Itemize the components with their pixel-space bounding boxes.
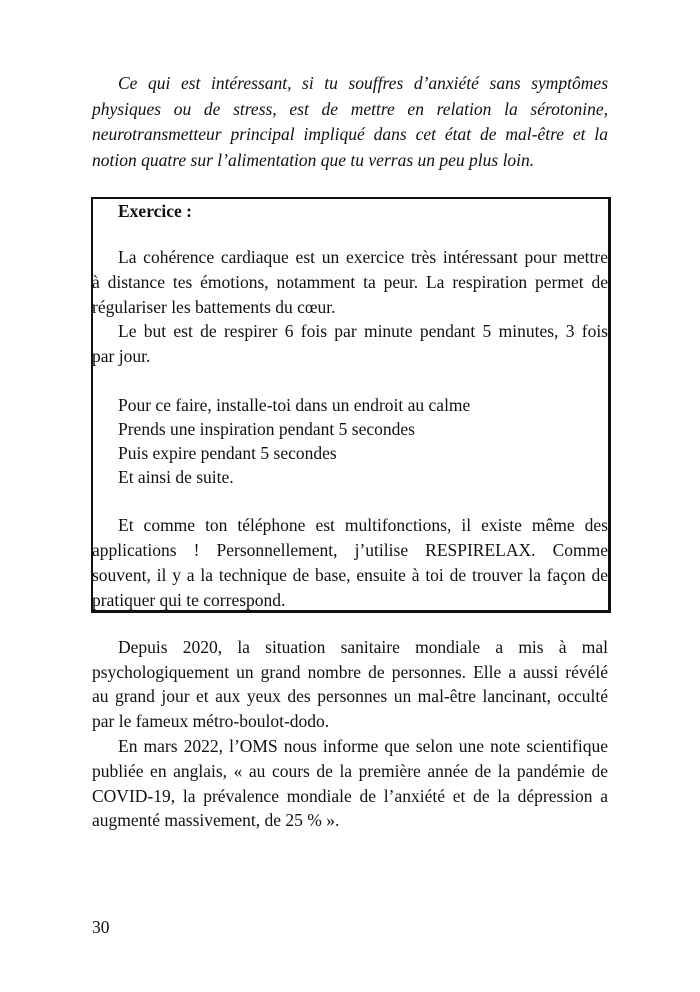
text-line: Et comme ton téléphone est multifonctions, il existe même des <box>118 515 608 535</box>
text-line: Le but est de respirer 6 fois par minute pendant 5 minutes, 3 fois <box>118 321 608 341</box>
step-line: Prends une inspiration pendant 5 secondes <box>118 419 415 439</box>
text-line: publiée en anglais, « au cours de la première année de la pandémie de <box>92 760 608 781</box>
text-line: COVID-19, la prévalence mondiale de l’anxiété et de la dépression a <box>92 785 608 806</box>
text-line: Depuis 2020, la situation sanitaire mondiale a mis à mal <box>118 637 608 657</box>
text-line: La cohérence cardiaque est un exercice très intéressant pour mettre <box>118 247 608 267</box>
text-line: pratiquer qui te correspond. <box>92 590 286 610</box>
text-line: Ce qui est intéressant, si tu souffres d’anxiété sans symptômes <box>118 73 608 93</box>
text-line: En mars 2022, l’OMS nous informe que selon une note scientifique <box>118 736 608 756</box>
exercise-title: Exercice : <box>118 201 193 221</box>
text-line: physiques ou de stress, est de mettre en relation la sérotonine, <box>92 98 608 119</box>
text-line: psychologiquement un grand nombre de personnes. Elle a aussi révélé <box>92 661 608 682</box>
text-line: par le fameux métro-boulot-dodo. <box>92 710 330 731</box>
page-number: 30 <box>92 917 110 937</box>
text-line: notion quatre sur l’alimentation que tu verras un peu plus loin. <box>92 149 535 170</box>
text-line: neurotransmetteur principal impliqué dans cet état de mal-être et la <box>92 124 608 144</box>
text-line: au grand jour et aux yeux des personnes un mal-être lancinant, occulté <box>92 686 608 706</box>
text-line: augmenté massivement, de 25 % ». <box>92 810 340 830</box>
text-line: régulariser les battements du cœur. <box>92 297 336 317</box>
text-line: applications ! Personnellement, j’utilise RESPIRELAX. Comme <box>92 540 608 560</box>
text-line: à distance tes émotions, notamment ta peur. La respiration permet de <box>92 272 608 292</box>
step-line: Et ainsi de suite. <box>118 467 234 487</box>
text-line: par jour. <box>92 346 151 366</box>
step-line: Pour ce faire, installe-toi dans un endroit au calme <box>118 395 471 415</box>
step-line: Puis expire pendant 5 secondes <box>118 443 337 463</box>
text-line: souvent, il y a la technique de base, ensuite à toi de trouver la façon de <box>92 565 608 585</box>
